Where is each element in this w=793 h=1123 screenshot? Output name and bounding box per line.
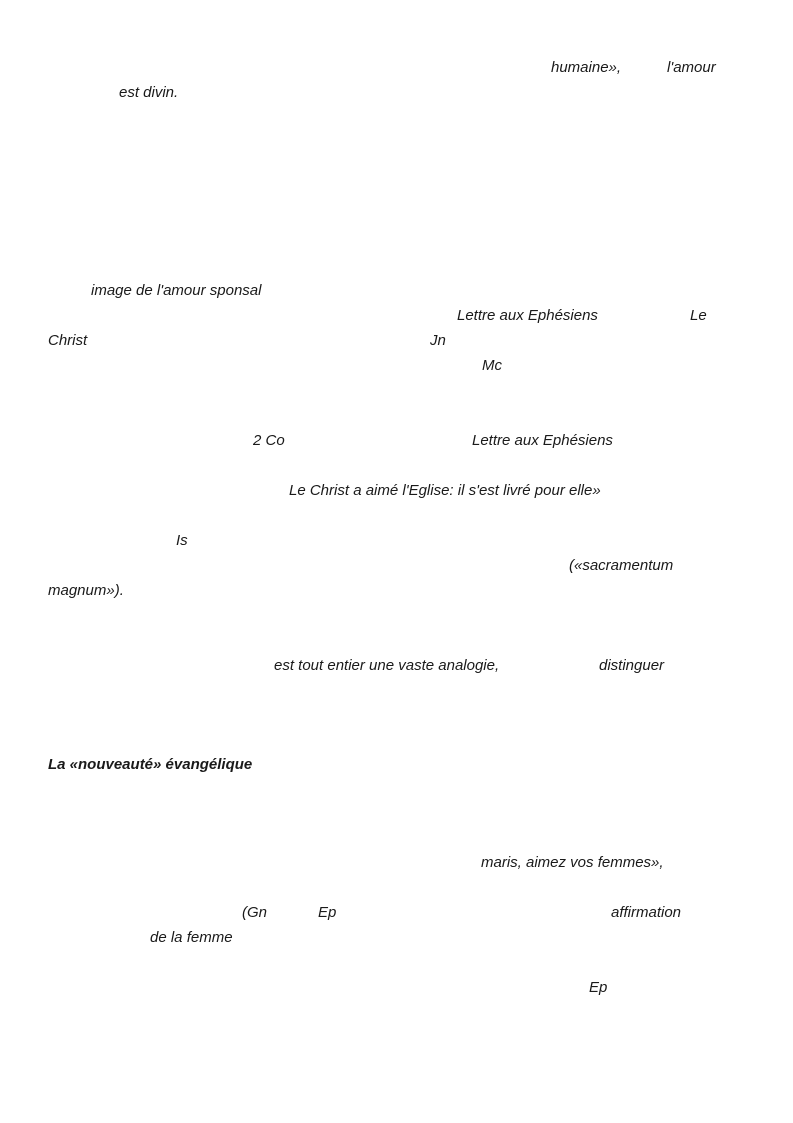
italic-fragment: Lettre aux Ephésiens	[472, 432, 613, 449]
section-heading: La «nouveauté» évangélique	[48, 756, 253, 773]
italic-fragment: 2 Co	[253, 432, 285, 449]
italic-fragment: de la femme	[150, 929, 233, 946]
italic-fragment: est tout entier une vaste analogie,	[274, 657, 500, 674]
italic-fragment: distinguer	[599, 657, 665, 674]
italic-fragment: Is	[176, 532, 188, 549]
italic-fragment: Ep	[318, 904, 337, 921]
italic-fragment: humaine»,	[551, 59, 622, 76]
italic-fragment: Le Christ a aimé l'Eglise: il s'est livré pour elle»	[289, 482, 601, 499]
italic-fragment: Jn	[430, 332, 446, 349]
italic-fragment: affirmation	[611, 904, 682, 921]
italic-fragment: est divin.	[119, 84, 179, 101]
italic-fragment: Mc	[482, 357, 502, 374]
italic-fragment: magnum»).	[48, 582, 124, 599]
italic-fragment: («sacramentum	[569, 557, 674, 574]
italic-fragment: Le	[690, 307, 707, 324]
italic-fragment: image de l'amour sponsal	[91, 282, 262, 299]
italic-fragment: Christ	[48, 332, 88, 349]
italic-fragment: (Gn	[242, 904, 268, 921]
italic-fragment: l'amour	[667, 59, 716, 76]
italic-fragment: Ep	[589, 979, 608, 996]
italic-fragment: Lettre aux Ephésiens	[457, 307, 598, 324]
italic-fragment: maris, aimez vos femmes»,	[481, 854, 664, 871]
